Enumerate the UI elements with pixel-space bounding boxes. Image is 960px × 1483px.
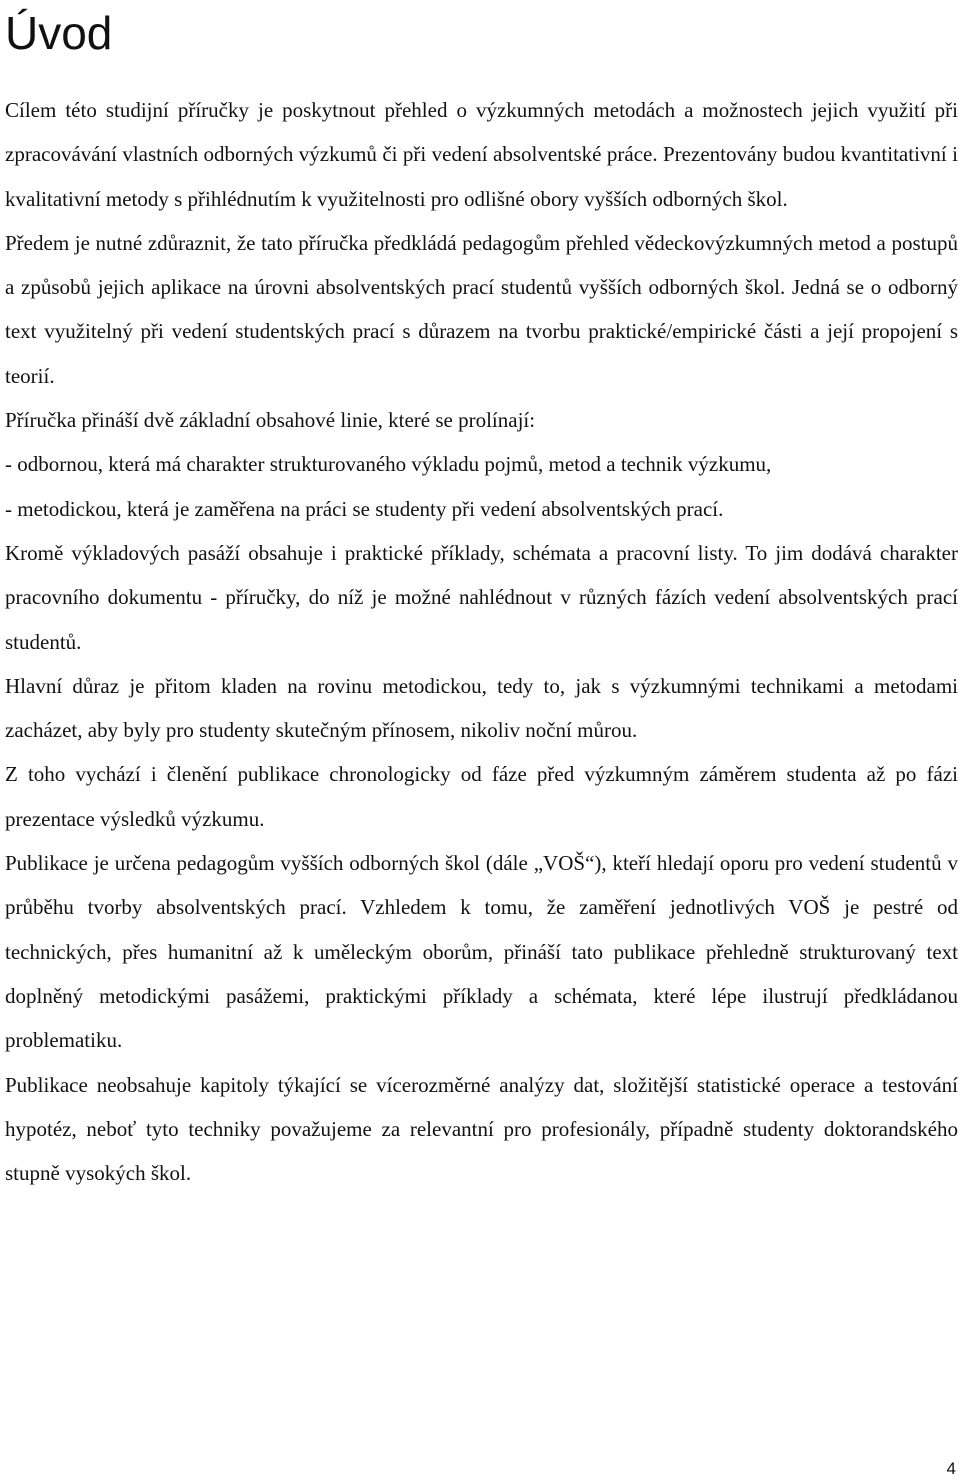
body-text — [5, 88, 958, 1195]
document-page — [5, 0, 958, 1195]
list-item-methodical: - metodickou, která je zaměřena na práci se studenty při vedení absolventských prací. — [5, 496, 724, 521]
paragraph-main-focus: Hlavní důraz je přitom kladen na rovinu metodickou, tedy to, jak s výzkumnými technikami a metodami zacházet, aby byly pro studenty skutečným přínosem, nikoliv noční můrou. — [5, 673, 958, 743]
paragraph-emphasis: Předem je nutné zdůraznit, že tato příručka předkládá pedagogům přehled vědeckovýzkumných metod a postupů a způsobů jejich aplikace na úrovni absolventských prací studentů vyšších odborných škol. Jedná se o odborný text využitelný při vedení studentských prací s důrazem na tvorbu praktické/empirické části a její propojení s teorií. — [5, 230, 958, 388]
paragraph-purpose: Cílem této studijní příručky je poskytnout přehled o výzkumných metodách a možnostech jejich využití při zpracovávání vlastních odborných výzkumů či při vedení absolventské práce. Prezentovány budou kvantitativní i kvalitativní metody s přihlédnutím k využitelnosti pro odlišné obory vyšších odborných škol. — [5, 98, 958, 211]
paragraph-structure: Z toho vychází i členění publikace chronologicky od fáze před výzkumným záměrem studenta až po fázi prezentace výsledků výzkumu. — [5, 762, 958, 831]
page-number: 4 — [946, 1459, 956, 1478]
page-title: Úvod — [5, 7, 113, 59]
paragraph-exclusions: Publikace neobsahuje kapitoly týkající se vícerozměrné analýzy dat, složitější statistické operace a testování hypotéz, neboť tyto techniky považujeme za relevantní pro profesionály, případně studenty doktorandského stupně vysokých škol. — [5, 1072, 958, 1186]
paragraph-content-lines: Příručka přináší dvě základní obsahové linie, které se prolínají: — [5, 408, 536, 433]
list-item-professional: - odbornou, která má charakter strukturovaného výkladu pojmů, metod a technik výzkumu, — [5, 452, 772, 477]
paragraph-practical-examples: Kromě výkladových pasáží obsahuje i praktické příklady, schémata a pracovní listy. To jim dodává charakter pracovního dokumentu - příručky, do níž je možné nahlédnout v různých fázích vedení absolventských prací studentů. — [5, 540, 958, 654]
paragraph-audience: Publikace je určena pedagogům vyšších odborných škol (dále „VOŠ“), kteří hledají oporu pro vedení studentů v průběhu tvorby absolventských prací. Vzhledem k tomu, že zaměření jednotlivých VOŠ je pestré od technických, přes humanitní až k uměleckým oborům, přináší tato publikace přehledně strukturovaný text doplněný metodickými pasážemi, praktickými příklady a schémata, které lépe ilustrují předkládanou problematiku. — [5, 851, 958, 1053]
